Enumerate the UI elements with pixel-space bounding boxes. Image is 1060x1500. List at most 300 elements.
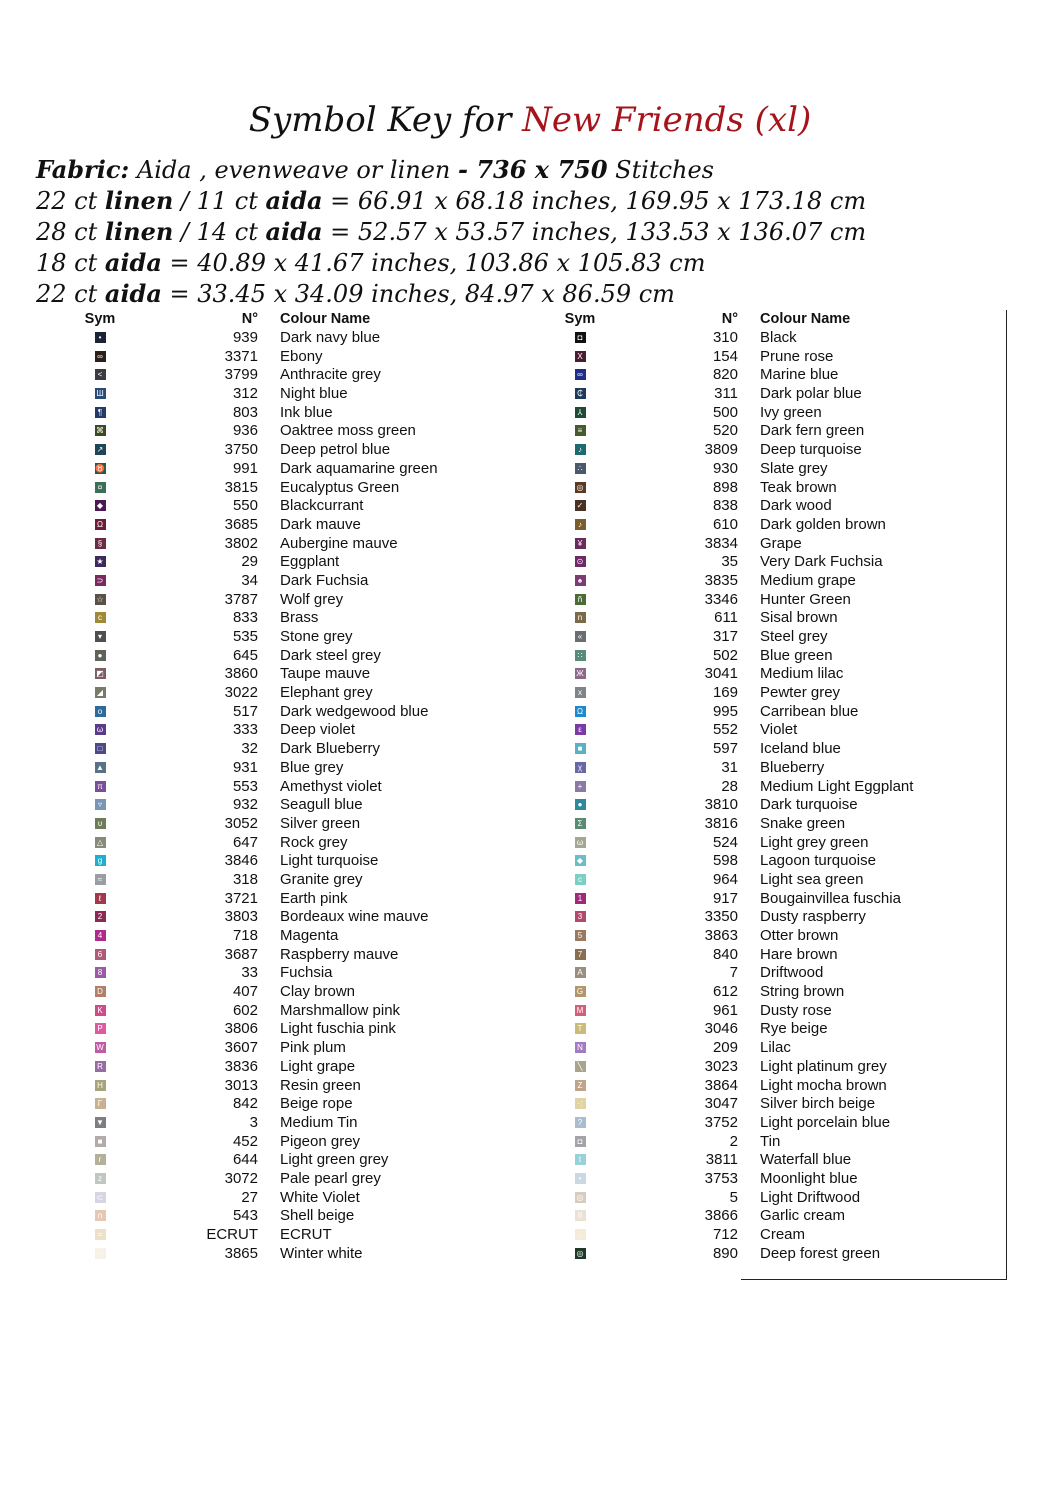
thread-number: 35 [721,553,738,571]
colour-name: Magenta [280,927,339,944]
color-swatch-symbol: H [95,1080,106,1091]
color-swatch-symbol: r [95,1154,106,1165]
symbol-cell [82,1020,118,1037]
symbol-cell [562,553,598,570]
thread-number: 842 [232,1095,258,1113]
thread-number: 3022 [224,684,258,702]
color-swatch-symbol: ∴ [575,463,586,474]
colour-name: Light sea green [760,870,864,888]
thread-number: 833 [232,609,258,627]
symbol-cell [562,815,598,832]
colour-name: Pewter grey [760,684,841,702]
table-row [60,946,540,965]
table-row [540,796,1020,815]
thread-number: ECRUT [206,1226,258,1243]
colour-name: Eggplant [280,553,340,571]
table-row [540,647,1020,666]
thread-number: 3753 [704,1169,738,1187]
color-swatch-symbol: ▼ [96,1117,104,1127]
thread-number: 169 [712,684,738,702]
table-row [60,815,540,834]
color-swatch-symbol: • [95,332,106,343]
color-swatch-symbol: ☆ [96,594,104,604]
colour-name: Aubergine mauve [280,534,398,552]
header-sym: Sym [84,311,116,327]
colour-name: Medium Tin [280,1113,358,1131]
symbol-cell [562,348,598,365]
header-number: N° [241,311,258,327]
table-row [540,591,1020,610]
symbol-table-right [540,311,1020,1263]
table-row [540,441,1020,460]
color-swatch-symbol: ✓ [575,500,586,511]
size-fabric: aida [104,279,162,308]
thread-number: 3 [249,1113,258,1131]
table-row [60,497,540,516]
thread-number: 552 [712,721,738,739]
symbol-cell [562,684,598,701]
thread-number: 3811 [705,1151,738,1169]
symbol-cell [82,1133,118,1150]
colour-name: Light platinum grey [760,1057,887,1075]
fabric-text: Aida , evenweave or linen [129,156,459,184]
symbol-cell [82,759,118,776]
color-swatch-symbol: Ш [96,389,104,399]
table-row [540,385,1020,404]
size-line-2 [36,217,866,246]
colour-name: Rye beige [760,1020,828,1038]
table-header [540,311,1020,329]
color-swatch-symbol: ⊂ [95,1192,106,1203]
colour-name: Pink plum [280,1039,346,1057]
color-swatch-symbol: ω [575,837,586,848]
size-line-4 [36,279,675,308]
color-swatch-symbol: n [575,612,586,623]
table-row [540,927,1020,946]
table-row [60,329,540,348]
symbol-cell [82,1170,118,1187]
color-swatch-symbol: x [575,687,586,698]
table-row [540,553,1020,572]
colour-name: Pigeon grey [280,1132,361,1150]
symbol-cell [82,740,118,757]
symbol-cell [562,1095,598,1112]
table-row [540,628,1020,647]
color-swatch-symbol: ⌘ [96,426,104,436]
thread-number: 33 [241,964,258,982]
symbol-cell [562,385,598,402]
table-row [60,703,540,722]
table-row [60,1039,540,1058]
colour-name: Light Driftwood [760,1188,861,1206]
color-swatch-symbol: ╲ [575,1061,586,1072]
symbol-cell [82,404,118,421]
colour-name: Earth pink [280,889,348,907]
thread-number: 502 [712,646,738,664]
table-row [60,385,540,404]
colour-name: Night blue [280,385,348,403]
color-swatch-symbol: ◎ [575,1248,586,1259]
thread-number: 3863 [704,927,738,944]
color-swatch-symbol: Γ [95,1098,106,1109]
thread-number: 27 [241,1188,258,1206]
thread-number: 645 [232,646,258,664]
symbol-cell [82,366,118,383]
color-swatch-symbol: ·. [575,1229,586,1240]
colour-name: Resin green [280,1076,361,1094]
size-fabric: aida [265,217,323,246]
symbol-cell [82,348,118,365]
colour-name: Ink blue [280,403,333,421]
symbol-cell [82,516,118,533]
table-row [540,1133,1020,1152]
colour-name: Dark navy blue [280,329,381,346]
table-row [60,553,540,572]
symbol-cell [82,497,118,514]
colour-name: Grape [760,534,802,552]
color-swatch-symbol: Ω [575,706,586,717]
thread-number: 407 [232,983,258,1001]
colour-name: Lagoon turquoise [760,852,876,870]
colour-name: Light grape [280,1057,356,1075]
thread-number: 318 [232,870,258,888]
thread-number: 317 [712,628,738,645]
thread-number: 32 [241,740,258,758]
symbol-cell [82,871,118,888]
color-swatch-symbol: ≈ [95,874,106,885]
thread-number: 917 [712,889,738,907]
header-sym: Sym [564,311,596,327]
thread-number: 3721 [224,889,258,907]
symbol-cell [82,778,118,795]
symbol-cell [82,852,118,869]
thread-number: 3834 [704,534,738,552]
thread-number: 3013 [224,1076,258,1094]
color-swatch-symbol: Ж [576,669,584,679]
table-row [540,329,1020,348]
table-row [540,479,1020,498]
thread-number: 3023 [704,1057,738,1075]
table-row [60,1245,540,1264]
color-swatch-symbol: ◘ [575,1136,586,1147]
size-text: = 66.91 x 68.18 inches, 169.95 x 173.18 cm [322,187,867,215]
size-text: 22 ct [36,187,105,215]
color-swatch-symbol: c [575,874,586,885]
color-swatch-symbol: 2 [95,911,106,922]
color-swatch-symbol: ★ [96,557,104,567]
colour-name: Dark aquamarine green [280,459,438,477]
color-swatch-symbol: N [575,1042,586,1053]
colour-name: Dusty rose [760,1001,832,1019]
color-swatch-symbol: ◩ [96,669,104,679]
table-row [540,871,1020,890]
symbol-cell [562,329,598,346]
colour-name: Rock grey [280,833,348,851]
size-text: = 40.89 x 41.67 inches, 103.86 x 105.83 cm [161,249,706,277]
size-text: = 33.45 x 34.09 inches, 84.97 x 86.59 cm [161,280,675,308]
colour-name: Dark wedgewood blue [280,702,429,720]
thread-number: 2 [729,1132,738,1150]
size-line-1 [36,186,866,215]
colour-name: Ebony [280,347,323,365]
color-swatch-symbol: ♠ [575,575,586,586]
colour-name: Pale pearl grey [280,1169,381,1187]
color-swatch-symbol: o [95,706,106,717]
symbol-cell [82,553,118,570]
thread-number: 598 [712,852,738,870]
color-swatch-symbol: ■ [95,1136,106,1147]
symbol-cell [82,591,118,608]
table-row [60,516,540,535]
table-row [60,441,540,460]
color-swatch-symbol: 1 [575,893,586,904]
table-row [540,1189,1020,1208]
symbol-cell [562,964,598,981]
symbol-cell [82,385,118,402]
thread-number: 3041 [704,665,738,683]
colour-name: ECRUT [280,1226,332,1243]
table-row [60,1077,540,1096]
color-swatch-symbol: 5 [575,930,586,941]
thread-number: 3836 [224,1057,258,1075]
thread-number: 543 [232,1207,258,1225]
colour-name: Deep forest green [760,1244,881,1262]
table-row [540,983,1020,1002]
thread-number: 31 [721,758,738,776]
table-row [540,684,1020,703]
symbol-cell [562,647,598,664]
thread-number: 964 [712,870,738,888]
colour-name: Dark golden brown [760,515,886,533]
symbol-cell [82,927,118,944]
color-swatch-symbol: ω [95,724,106,735]
color-swatch-symbol: ? [575,1117,586,1128]
colour-name: Otter brown [760,927,839,944]
symbol-cell [82,721,118,738]
title-pattern-name: New Friends (xl) [522,100,812,140]
symbol-cell [82,479,118,496]
symbol-cell [82,441,118,458]
thread-number: 3865 [224,1244,258,1262]
color-swatch-symbol: R [95,1061,106,1072]
symbol-cell [562,983,598,1000]
colour-name: Blue grey [280,758,344,776]
table-row [540,1002,1020,1021]
color-swatch-symbol: ·· [95,1248,106,1259]
thread-number: 3866 [704,1207,738,1225]
symbol-cell [562,1133,598,1150]
color-swatch-symbol: 8 [95,967,106,978]
thread-number: 154 [712,347,738,365]
size-line-3 [36,248,705,277]
table-row [540,348,1020,367]
color-swatch-symbol: ¥ [575,538,586,549]
thread-number: 3607 [224,1039,258,1057]
colour-name: Very Dark Fuchsia [760,553,883,571]
table-row [540,422,1020,441]
color-swatch-symbol: ℓ [95,893,106,904]
symbol-cell [562,871,598,888]
symbol-cell [82,647,118,664]
symbol-cell [82,796,118,813]
fabric-label: Fabric: [36,155,130,184]
table-row [60,1020,540,1039]
color-swatch-symbol: z [95,1173,106,1184]
symbol-cell [562,703,598,720]
header-colour-name: Colour Name [760,311,851,327]
table-row [540,1207,1020,1226]
colour-name: Light green grey [280,1151,389,1169]
symbol-cell [562,759,598,776]
table-row [540,703,1020,722]
table-row [540,366,1020,385]
page-title [0,100,1060,140]
table-row [540,908,1020,927]
color-swatch-symbol: II [575,1210,586,1221]
table-row [60,460,540,479]
symbol-cell [82,1114,118,1131]
table-row [540,516,1020,535]
symbol-cell [82,815,118,832]
thread-number: 3816 [704,814,738,832]
symbol-cell [562,1077,598,1094]
table-row [60,908,540,927]
color-swatch-symbol: ⅄ [575,407,586,418]
symbol-cell [562,516,598,533]
table-row [60,871,540,890]
thread-number: 995 [712,702,738,720]
colour-name: Deep violet [280,721,356,739]
table-row [60,422,540,441]
color-swatch-symbol: ₵ [575,388,586,399]
color-swatch-symbol: A [575,967,586,978]
table-row [60,479,540,498]
color-swatch-symbol: Σ [575,818,586,829]
colour-name: Winter white [280,1244,363,1262]
table-row [540,1245,1020,1264]
colour-name: Deep petrol blue [280,441,391,459]
symbol-cell [82,1058,118,1075]
symbol-cell [82,1077,118,1094]
colour-name: Dark mauve [280,515,361,533]
colour-name: Moonlight blue [760,1169,858,1187]
table-row [540,1020,1020,1039]
size-fabric: aida [104,248,162,277]
table-row [60,759,540,778]
table-row [60,1207,540,1226]
thread-number: 3752 [704,1113,738,1131]
colour-name: Dark polar blue [760,385,862,403]
table-row [540,1095,1020,1114]
thread-number: 610 [712,515,738,533]
color-swatch-symbol: < [95,369,106,380]
color-swatch-symbol: X [575,351,586,362]
thread-number: 28 [721,777,738,795]
symbol-cell [562,1170,598,1187]
color-swatch-symbol: ▲ [96,762,104,772]
symbol-cell [562,834,598,851]
table-row [60,591,540,610]
color-swatch-symbol: ◆ [575,855,586,866]
thread-number: 890 [712,1244,738,1262]
thread-number: 3815 [224,478,258,496]
table-row [60,778,540,797]
table-row [60,927,540,946]
colour-name: Dark fern green [760,422,865,440]
thread-number: 3802 [224,534,258,552]
table-row [60,535,540,554]
table-row [60,890,540,909]
color-swatch-symbol: • [575,1173,586,1184]
colour-name: Brass [280,609,319,627]
colour-name: Marshmallow pink [280,1001,401,1019]
color-swatch-symbol: g [95,855,106,866]
header-colour-name: Colour Name [280,311,371,327]
symbol-cell [562,479,598,496]
table-row [540,1170,1020,1189]
symbol-cell [562,1002,598,1019]
colour-name: Oaktree moss green [280,422,416,440]
symbol-cell [562,1058,598,1075]
thread-number: 500 [712,403,738,421]
color-swatch-symbol: ·: [575,1098,586,1109]
thread-number: 520 [712,422,738,440]
table-row [60,852,540,871]
thread-number: 3685 [224,515,258,533]
colour-name: Dark Blueberry [280,740,381,758]
table-row [540,404,1020,423]
thread-number: 718 [232,927,258,944]
thread-number: 3371 [224,347,258,365]
thread-number: 3787 [224,590,258,608]
thread-number: 838 [712,497,738,515]
symbol-cell [562,1151,598,1168]
color-swatch-symbol: ♉ [95,463,105,473]
symbol-cell [562,740,598,757]
colour-name: Wolf grey [280,590,344,608]
colour-name: Granite grey [280,870,363,888]
table-row [540,815,1020,834]
table-row [540,1114,1020,1133]
colour-name: Violet [760,721,798,739]
color-swatch-symbol: 3 [575,911,586,922]
colour-name: Dark turquoise [760,796,858,814]
symbol-cell [82,628,118,645]
thread-number: 898 [712,478,738,496]
symbol-cell [82,1226,118,1243]
table-row [60,1114,540,1133]
colour-name: Hare brown [760,945,838,963]
symbol-cell [82,460,118,477]
table-row [540,890,1020,909]
size-text: 28 ct [36,218,105,246]
colour-name: Seagull blue [280,796,363,814]
colour-name: Raspberry mauve [280,945,399,963]
color-swatch-symbol: Z [575,1080,586,1091]
color-swatch-symbol: ¤ [95,482,106,493]
color-swatch-symbol: ñ [575,594,586,605]
colour-name: Blackcurrant [280,497,364,515]
colour-name: Hunter Green [760,590,851,608]
colour-name: Bordeaux wine mauve [280,908,429,926]
symbol-cell [82,890,118,907]
table-row [60,628,540,647]
table-row [60,1151,540,1170]
table-row [540,609,1020,628]
color-swatch-symbol: ◘ [575,332,586,343]
thread-number: 3052 [224,814,258,832]
color-swatch-symbol: Ω [95,519,106,530]
